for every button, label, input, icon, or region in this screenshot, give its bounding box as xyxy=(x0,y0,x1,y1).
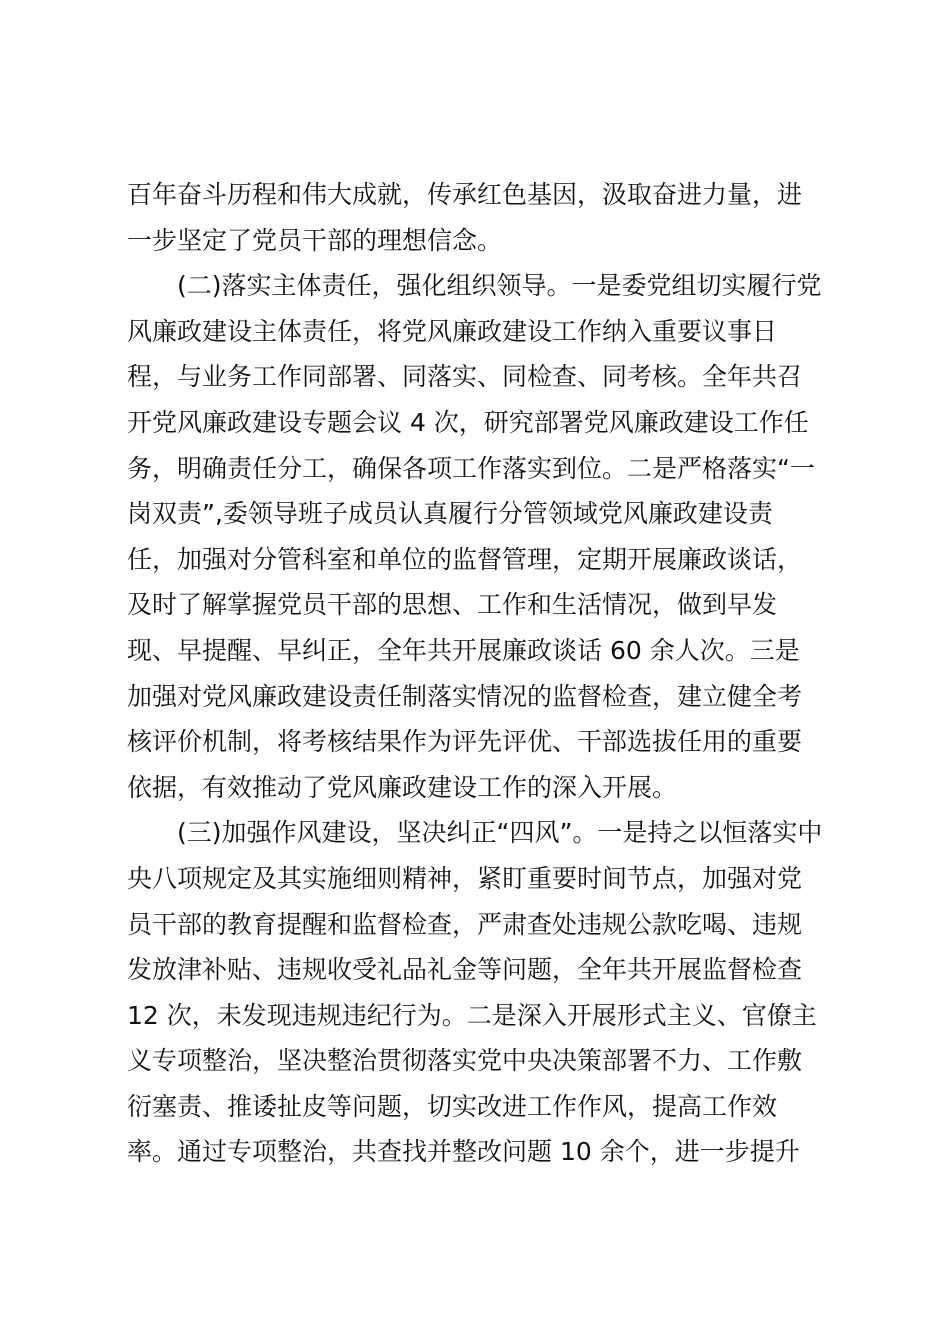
text-line: 加强对党风廉政建设责任制落实情况的监督检查，建立健全考 xyxy=(127,681,803,711)
body-text xyxy=(127,172,827,1175)
text-line: 依据，有效推动了党风廉政建设工作的深入开展。 xyxy=(127,772,678,802)
text-line: 12 次，未发现违规违纪行为。二是深入开展形式主义、官僚主 xyxy=(127,1000,817,1030)
text-line: 核评价机制，将考核结果作为评先评优、干部选拔任用的重要 xyxy=(127,727,803,757)
text-line: 务，明确责任分工，确保各项工作落实到位。二是严格落实“一 xyxy=(127,453,815,483)
paragraph-heading-line: (三)加强作风建设，坚决纠正“四风”。一是持之以恒落实中 xyxy=(177,818,823,848)
text-line: 程，与业务工作同部署、同落实、同检查、同考核。全年共召 xyxy=(127,362,803,392)
text-line: 岗双责”,委领导班子成员认真履行分管领域党风廉政建设责 xyxy=(127,499,773,529)
text-line: 及时了解掌握党员干部的思想、工作和生活情况，做到早发 xyxy=(127,590,778,620)
text-line: 百年奋斗历程和伟大成就，传承红色基因，汲取奋进力量，进 xyxy=(127,180,803,209)
text-line: 现、早提醒、早纠正，全年共开展廉政谈话 60 余人次。三是 xyxy=(127,635,800,665)
text-line: 义专项整治，坚决整治贯彻落实党中央决策部署不力、工作敷 xyxy=(127,1046,803,1076)
paragraph-heading-line: (二)落实主体责任，强化组织领导。一是委党组切实履行党 xyxy=(177,271,822,301)
text-line: 衍塞责、推诿扯皮等问题，切实改进工作作风，提高工作效 xyxy=(127,1091,778,1121)
text-line: 发放津补贴、违规收受礼品礼金等问题，全年共开展监督检查 xyxy=(127,955,803,985)
text-line: 员干部的教育提醒和监督检查，严肃查处违规公款吃喝、违规 xyxy=(127,909,803,939)
text-line: 央八项规定及其实施细则精神，紧盯重要时间节点，加强对党 xyxy=(127,863,803,893)
text-line: 率。通过专项整治，共查找并整改问题 10 余个，进一步提升 xyxy=(127,1137,800,1167)
text-line: 开党风廉政建设专题会议 4 次，研究部署党风廉政建设工作任 xyxy=(127,407,809,437)
text-line: 一步坚定了党员干部的理想信念。 xyxy=(127,225,503,255)
text-line: 任，加强对分管科室和单位的监督管理，定期开展廉政谈话， xyxy=(127,544,803,574)
text-line: 风廉政建设主体责任，将党风廉政建设工作纳入重要议事日 xyxy=(127,316,778,346)
